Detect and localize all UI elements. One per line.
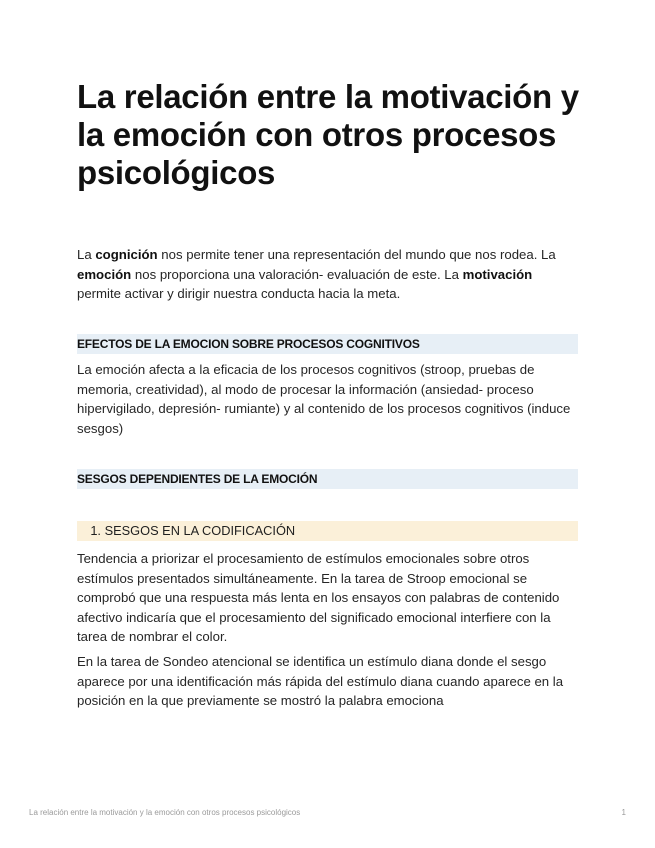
- intro-text-2: nos permite tener una representación del mundo que nos rodea. La: [157, 247, 556, 262]
- intro-text-4: permite activar y dirigir nuestra conducta hacia la meta.: [77, 286, 401, 302]
- intro-paragraph: [77, 245, 579, 304]
- section-heading-sesgos: SESGOS DEPENDIENTES DE LA EMOCIÓN: [77, 469, 578, 489]
- intro-text-1: La: [77, 247, 96, 262]
- intro-text-3: nos proporciona una valoración- evaluación de este. La: [131, 266, 463, 282]
- page-title: La relación entre la motivación y la emoción con otros procesos psicológicos: [77, 78, 579, 191]
- efectos-paragraph: La emoción afecta a la eficacia de los procesos cognitivos (stroop, pruebas de memoria, creatividad), al modo de procesar la información (ansiedad- proceso hipervigilado, depresión- rumiante) y al contenido de los procesos cognitivos (induce sesgos): [77, 362, 571, 436]
- term-cognicion: cognición: [95, 247, 158, 262]
- footer-page-number: 1: [621, 808, 626, 817]
- subheading-codificacion: [77, 521, 578, 541]
- term-emocion: emoción: [77, 266, 132, 282]
- subheading-number: 1.: [90, 523, 101, 538]
- codificacion-paragraph-1: Tendencia a priorizar el procesamiento de estímulos emocionales sobre otros estímulos presentados simultáneamente. En la tarea de Stroop emocional se comprobó que una respuesta más lenta en los ensayos con palabras de contenido afectivo indicaría que el procesamiento del significado emocional interfiere con la tarea de nombrar el color.: [77, 551, 560, 645]
- term-motivacion: motivación: [462, 266, 533, 282]
- section-heading-efectos: EFECTOS DE LA EMOCION SOBRE PROCESOS COGNITIVOS: [77, 334, 578, 354]
- footer-title: La relación entre la motivación y la emoción con otros procesos psicológicos: [29, 808, 301, 817]
- subheading-label: SESGOS EN LA CODIFICACIÓN: [104, 523, 296, 538]
- codificacion-paragraph-2: En la tarea de Sondeo atencional se identifica un estímulo diana donde el sesgo aparece por una identificación más rápida del estímulo diana cuando aparece en la posición en la que previamente se mostró la palabra emociona: [77, 654, 564, 709]
